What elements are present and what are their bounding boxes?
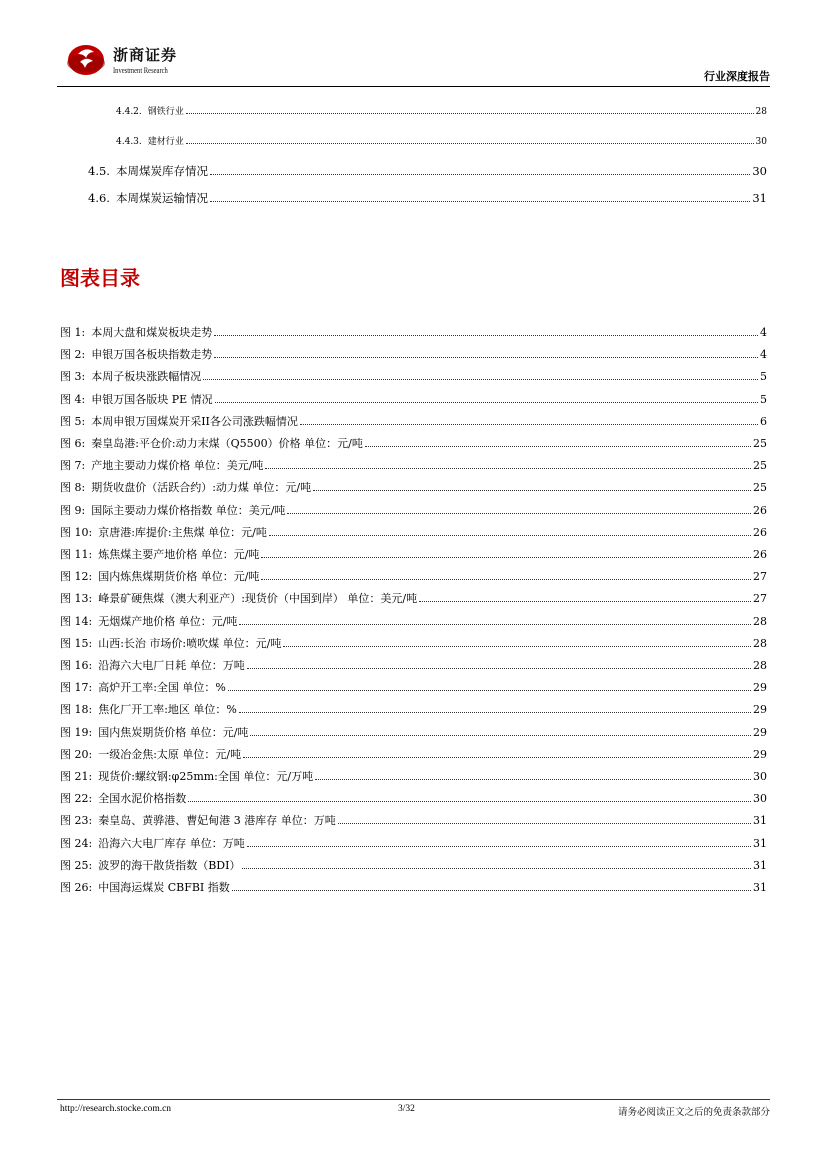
leader-dots	[210, 201, 750, 202]
company-name-cn: 浙商证券	[113, 46, 178, 64]
figure-title: 一级冶金焦:太原 单位：元/吨	[98, 748, 242, 761]
toc-entry-page: 30	[755, 137, 767, 147]
leader-dots	[214, 335, 758, 336]
toc-entry-label	[116, 134, 184, 147]
figure-number: 图 7:	[60, 459, 86, 472]
figures-list-title: 图表目录	[60, 266, 140, 290]
leader-dots	[203, 379, 758, 380]
leader-dots	[365, 446, 751, 447]
figure-entry-label	[60, 590, 417, 606]
figure-number: 图 6:	[60, 437, 86, 450]
figure-entry-page: 25	[753, 437, 767, 450]
toc-entry-number: 4.4.2.	[116, 107, 142, 117]
figure-entry-label	[60, 346, 212, 362]
page-number: 3/32	[398, 1104, 415, 1114]
figure-number: 图 25:	[60, 859, 93, 872]
figure-number: 图 3:	[60, 370, 86, 383]
leader-dots	[315, 779, 751, 780]
figure-entry-page: 31	[753, 837, 767, 850]
leader-dots	[261, 557, 751, 558]
leader-dots	[239, 712, 751, 713]
figure-entry[interactable]	[60, 435, 767, 451]
figure-title: 山西:长治 市场价:喷吹煤 单位：元/吨	[98, 637, 282, 650]
figure-entry[interactable]	[60, 413, 767, 429]
report-type: 行业深度报告	[704, 70, 770, 83]
figure-entry-label	[60, 724, 248, 740]
figure-entry-page: 28	[753, 615, 767, 628]
figure-entry[interactable]	[60, 835, 767, 851]
leader-dots	[250, 735, 751, 736]
figure-entry-page: 27	[753, 570, 767, 583]
figure-title: 沿海六大电厂库存 单位：万吨	[98, 837, 245, 850]
figure-entry[interactable]	[60, 768, 767, 784]
leader-dots	[210, 174, 750, 175]
figure-number: 图 26:	[60, 881, 93, 894]
figure-entry[interactable]	[60, 635, 767, 651]
figure-title: 本周大盘和煤炭板块走势	[91, 326, 213, 339]
figure-title: 高炉开工率:全国 单位：%	[98, 681, 226, 694]
toc-entry-number: 4.5.	[88, 164, 110, 178]
toc-entry-title: 本周煤炭运输情况	[115, 191, 208, 205]
leader-dots	[313, 490, 751, 491]
footer-url[interactable]: http://research.stocke.com.cn	[60, 1104, 172, 1114]
figure-entry-label	[60, 524, 267, 540]
figure-entry-page: 28	[753, 659, 767, 672]
figure-entry-page: 26	[753, 548, 767, 561]
figure-entry-label	[60, 613, 237, 629]
leader-dots	[419, 601, 751, 602]
toc-entry-title: 建材行业	[147, 137, 184, 147]
toc-entry-page: 31	[752, 191, 767, 205]
leader-dots	[186, 113, 754, 114]
figure-entry[interactable]	[60, 613, 767, 629]
figure-title: 本周子板块涨跌幅情况	[91, 370, 202, 383]
toc-entry[interactable]	[88, 190, 767, 206]
figure-entry-page: 6	[760, 415, 767, 428]
toc-entry[interactable]	[116, 104, 767, 117]
figure-number: 图 16:	[60, 659, 93, 672]
figure-entry-label	[60, 857, 240, 873]
toc-entry[interactable]	[88, 163, 767, 179]
figure-title: 本周申银万国煤炭开采II各公司涨跌幅情况	[91, 415, 298, 428]
figure-entry-page: 29	[753, 681, 767, 694]
figure-entry[interactable]	[60, 568, 767, 584]
figure-entry-label	[60, 391, 213, 407]
figure-number: 图 24:	[60, 837, 93, 850]
figure-entry-page: 25	[753, 459, 767, 472]
footer-disclaimer: 请务必阅读正文之后的免责条款部分	[617, 1107, 770, 1118]
figure-title: 京唐港:库提价:主焦煤 单位：元/吨	[98, 526, 267, 539]
figure-title: 秦皇岛港:平仓价:动力末煤（Q5500）价格 单位：元/吨	[91, 437, 363, 450]
figure-number: 图 19:	[60, 726, 93, 739]
figure-title: 波罗的海干散货指数（BDI）	[98, 859, 241, 872]
figure-entry-page: 31	[753, 814, 767, 827]
figure-title: 无烟煤产地价格 单位：元/吨	[98, 615, 238, 628]
figure-number: 图 4:	[60, 393, 86, 406]
figure-entry[interactable]	[60, 479, 767, 495]
figure-entry[interactable]	[60, 346, 767, 362]
leader-dots	[247, 668, 751, 669]
figure-entry-label	[60, 746, 241, 762]
page-header	[0, 0, 827, 90]
leader-dots	[186, 143, 754, 144]
figure-title: 现货价:螺纹钢:φ25mm:全国 单位：元/万吨	[98, 770, 314, 783]
figure-number: 图 15:	[60, 637, 93, 650]
figure-number: 图 22:	[60, 792, 93, 805]
figure-number: 图 1:	[60, 326, 86, 339]
toc-entry-page: 30	[752, 164, 767, 178]
leader-dots	[188, 801, 751, 802]
figure-entry-page: 29	[753, 748, 767, 761]
leader-dots	[247, 846, 751, 847]
figure-entry[interactable]	[60, 324, 767, 340]
leader-dots	[239, 624, 751, 625]
toc-entry-title: 本周煤炭库存情况	[115, 164, 208, 178]
leader-dots	[287, 513, 751, 514]
figure-entry[interactable]	[60, 524, 767, 540]
toc-entry-label	[88, 163, 208, 179]
figure-entry-label	[60, 324, 212, 340]
figure-entry[interactable]	[60, 368, 767, 384]
figure-title: 焦化厂开工率:地区 单位：%	[98, 703, 237, 716]
toc-entry-label	[116, 104, 184, 117]
toc-entry[interactable]	[116, 134, 767, 147]
figure-title: 全国水泥价格指数	[98, 792, 187, 805]
figure-number: 图 12:	[60, 570, 93, 583]
figure-entry[interactable]	[60, 724, 767, 740]
figure-entry[interactable]	[60, 812, 767, 828]
figure-title: 炼焦煤主要产地价格 单位：元/吨	[98, 548, 260, 561]
figure-entry-label	[60, 502, 285, 518]
figure-entry-label	[60, 879, 230, 895]
figure-number: 图 10:	[60, 526, 93, 539]
leader-dots	[228, 690, 751, 691]
figure-title: 秦皇岛、黄骅港、曹妃甸港 3 港库存 单位：万吨	[98, 814, 336, 827]
figure-entry-page: 31	[753, 859, 767, 872]
figure-entry-label	[60, 479, 311, 495]
figure-entry-label	[60, 768, 313, 784]
figure-number: 图 5:	[60, 415, 86, 428]
leader-dots	[242, 868, 751, 869]
figure-entry[interactable]	[60, 657, 767, 673]
figure-entry-page: 26	[753, 526, 767, 539]
figure-title: 国内炼焦煤期货价格 单位：元/吨	[98, 570, 260, 583]
figure-entry-page: 29	[753, 726, 767, 739]
leader-dots	[214, 357, 758, 358]
leader-dots	[265, 468, 751, 469]
figure-title: 中国海运煤炭 CBFBI 指数	[98, 881, 230, 894]
figure-title: 产地主要动力煤价格 单位：美元/吨	[91, 459, 264, 472]
logo-icon	[66, 40, 106, 76]
figure-number: 图 20:	[60, 748, 93, 761]
figure-entry[interactable]	[60, 857, 767, 873]
figure-number: 图 8:	[60, 481, 86, 494]
figure-number: 图 17:	[60, 681, 93, 694]
figure-entry[interactable]	[60, 546, 767, 562]
figure-entry[interactable]	[60, 391, 767, 407]
leader-dots	[338, 823, 751, 824]
figure-entry-page: 25	[753, 481, 767, 494]
figure-entry-label	[60, 790, 186, 806]
figure-entry-page: 5	[760, 370, 767, 383]
toc-entry-label	[88, 190, 208, 206]
figure-entry-label	[60, 835, 245, 851]
figure-title: 国际主要动力煤价格指数 单位：美元/吨	[91, 504, 286, 517]
toc-entry-number: 4.6.	[88, 191, 110, 205]
figure-entry-page: 29	[753, 703, 767, 716]
figure-number: 图 13:	[60, 592, 93, 605]
figure-title: 峰景矿硬焦煤（澳大利亚产）:现货价（中国到岸） 单位：美元/吨	[98, 592, 418, 605]
figure-entry[interactable]	[60, 790, 767, 806]
figure-number: 图 11:	[60, 548, 93, 561]
figure-entry[interactable]	[60, 590, 767, 606]
figure-entry-label	[60, 435, 363, 451]
leader-dots	[232, 890, 751, 891]
figure-number: 图 21:	[60, 770, 93, 783]
leader-dots	[269, 535, 751, 536]
figure-entry-label	[60, 635, 281, 651]
figure-entry-label	[60, 546, 259, 562]
toc-entry-title: 钢铁行业	[147, 107, 184, 117]
figure-entry-label	[60, 679, 226, 695]
figure-entry-page: 30	[753, 792, 767, 805]
figure-title: 国内焦炭期货价格 单位：元/吨	[98, 726, 249, 739]
figure-entry[interactable]	[60, 679, 767, 695]
figure-entry-label	[60, 457, 263, 473]
header-divider	[57, 86, 770, 87]
figure-entry-label	[60, 701, 237, 717]
figure-entry-page: 31	[753, 881, 767, 894]
figure-entry-page: 30	[753, 770, 767, 783]
leader-dots	[215, 402, 758, 403]
figure-entry[interactable]	[60, 879, 767, 895]
figure-number: 图 23:	[60, 814, 93, 827]
figure-number: 图 9:	[60, 504, 86, 517]
figure-entry[interactable]	[60, 701, 767, 717]
leader-dots	[283, 646, 751, 647]
figure-title: 申银万国各板块指数走势	[91, 348, 213, 361]
figure-entry-page: 28	[753, 637, 767, 650]
figure-entry-label	[60, 368, 201, 384]
figure-number: 图 18:	[60, 703, 93, 716]
leader-dots	[300, 424, 758, 425]
toc-entry-number: 4.4.3.	[116, 137, 142, 147]
figure-entry-label	[60, 413, 298, 429]
figure-number: 图 14:	[60, 615, 93, 628]
figure-title: 期货收盘价（活跃合约）:动力煤 单位：元/吨	[91, 481, 312, 494]
figure-entry-page: 26	[753, 504, 767, 517]
figure-entry[interactable]	[60, 457, 767, 473]
leader-dots	[261, 579, 751, 580]
figure-number: 图 2:	[60, 348, 86, 361]
company-name-en: Investment Research	[113, 66, 168, 75]
figure-entry-page: 4	[760, 326, 767, 339]
figure-title: 沿海六大电厂日耗 单位：万吨	[98, 659, 245, 672]
leader-dots	[243, 757, 751, 758]
toc-entry-page: 28	[755, 107, 767, 117]
figure-title: 申银万国各版块 PE 情况	[91, 393, 213, 406]
figure-entry[interactable]	[60, 502, 767, 518]
figure-entry-label	[60, 568, 259, 584]
figure-entry-label	[60, 812, 336, 828]
figure-entry-page: 5	[760, 393, 767, 406]
figure-entry[interactable]	[60, 746, 767, 762]
figure-entry-label	[60, 657, 245, 673]
figure-entry-page: 27	[753, 592, 767, 605]
footer-divider	[57, 1099, 770, 1100]
figure-entry-page: 4	[760, 348, 767, 361]
